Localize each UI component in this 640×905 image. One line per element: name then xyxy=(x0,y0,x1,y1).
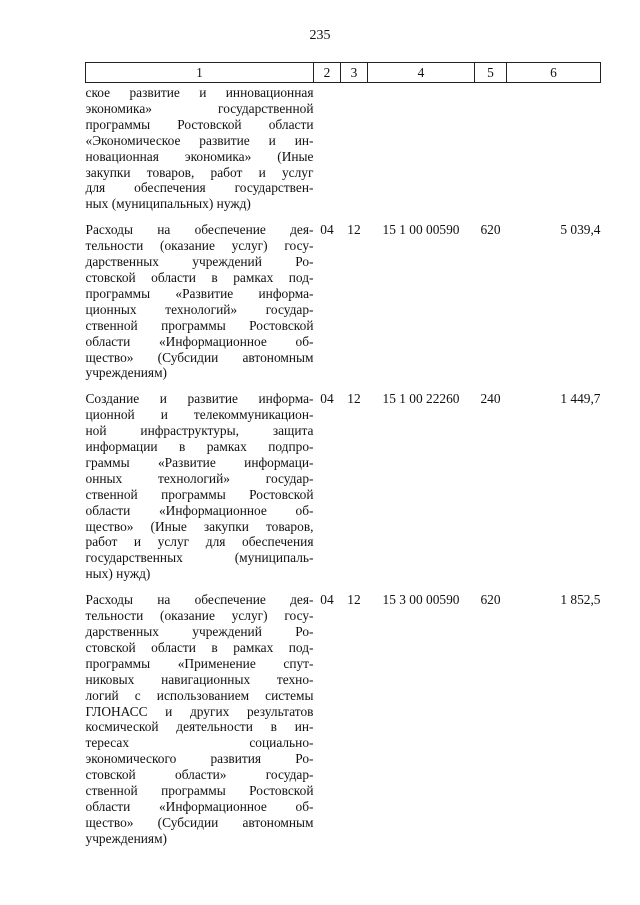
page-number: 235 xyxy=(309,28,331,43)
column-header: 5 xyxy=(475,63,507,83)
description-line: ной инфраструктуры, защита xyxy=(85,423,314,439)
target-article-code: 15 3 00 00590 xyxy=(382,592,460,608)
section-code: 04 xyxy=(320,391,334,407)
description-line: ных) нужд) xyxy=(85,566,151,582)
description-line: щество» (Субсидии автономным xyxy=(85,349,314,365)
target-article-code xyxy=(368,83,475,213)
description-line: программы «Применение спут- xyxy=(85,655,314,671)
description-line: экономического развития Ро- xyxy=(85,751,314,767)
table-row xyxy=(86,381,601,582)
section-code: 04 xyxy=(320,592,334,608)
amount-value: 1 852,5 xyxy=(560,592,601,608)
table-row xyxy=(86,212,601,381)
description-line: программы Ростовской области xyxy=(85,116,314,132)
section-code xyxy=(314,83,341,213)
row-description xyxy=(86,582,314,847)
description-line: стовской области в рамках под- xyxy=(85,269,314,285)
description-line: новационная экономика» (Иные xyxy=(85,148,314,164)
column-header: 3 xyxy=(341,63,368,83)
description-line: «Экономическое развитие и ин- xyxy=(85,132,314,148)
column-header: 2 xyxy=(314,63,341,83)
description-line: информации в рамках подпро- xyxy=(85,439,314,455)
target-article-code: 15 1 00 00590 xyxy=(382,222,460,238)
description-line: учреждениям) xyxy=(85,365,168,381)
description-line: ское развитие и инновационная xyxy=(85,85,314,100)
description-line: для обеспечения государствен- xyxy=(85,180,314,196)
description-line: Расходы на обеспечение дея- xyxy=(85,222,314,238)
description-line: дарственных учреждений Ро- xyxy=(85,254,314,270)
amount-value: 1 449,7 xyxy=(560,391,601,407)
budget-table xyxy=(85,62,601,847)
description-line: ционной и телекоммуникацион- xyxy=(85,407,314,423)
expense-type-code: 620 xyxy=(480,222,501,238)
description-line: тельности (оказание услуг) госу- xyxy=(85,608,314,624)
description-line: ционных технологий» государ- xyxy=(85,301,314,317)
description-line: дарственных учреждений Ро- xyxy=(85,624,314,639)
subsection-code xyxy=(341,83,368,213)
description-line: стовской области в рамках под- xyxy=(85,639,314,655)
description-line: программы «Развитие информа- xyxy=(85,285,314,301)
row-description xyxy=(86,381,314,582)
expense-type-code: 240 xyxy=(480,391,501,407)
description-line: тересах социально- xyxy=(85,735,314,751)
description-line: работ и услуг для обеспечения xyxy=(85,534,314,550)
description-line: Создание и развитие информа- xyxy=(85,391,314,407)
expense-type-code: 620 xyxy=(480,592,501,608)
description-line: ных (муниципальных) нужд) xyxy=(85,196,251,212)
column-header: 6 xyxy=(507,63,601,83)
subsection-code: 12 xyxy=(347,391,361,407)
amount-value xyxy=(507,83,601,213)
description-line: онных технологий» государ- xyxy=(85,470,314,486)
table-body xyxy=(86,83,601,847)
subsection-code: 12 xyxy=(347,222,361,238)
table-row xyxy=(86,83,601,213)
description-line: ственной программы Ростовской xyxy=(85,783,314,799)
description-line: граммы «Развитие информаци- xyxy=(85,454,314,470)
description-line: ственной программы Ростовской xyxy=(85,317,314,333)
description-line: области «Информационное об- xyxy=(85,502,314,518)
description-line: никовых навигационных техно- xyxy=(85,671,314,687)
description-line: ГЛОНАСС и других результатов xyxy=(85,703,314,719)
row-description xyxy=(86,212,314,381)
target-article-code: 15 1 00 22260 xyxy=(382,391,460,407)
description-line: стовской области» государ- xyxy=(85,767,314,783)
description-line: ственной программы Ростовской xyxy=(85,486,314,502)
description-line: учреждениям) xyxy=(85,830,168,846)
description-line: Расходы на обеспечение дея- xyxy=(85,592,314,608)
description-line: логий с использованием системы xyxy=(85,687,314,703)
description-line: космической деятельности в ин- xyxy=(85,719,314,735)
column-header: 1 xyxy=(86,63,314,83)
expense-type-code xyxy=(475,83,507,213)
subsection-code: 12 xyxy=(347,592,361,608)
description-line: области «Информационное об- xyxy=(85,333,314,349)
amount-value: 5 039,4 xyxy=(560,222,601,238)
description-line: области «Информационное об- xyxy=(85,798,314,814)
column-header: 4 xyxy=(368,63,475,83)
description-line: щество» (Субсидии автономным xyxy=(85,814,314,830)
description-line: закупки товаров, работ и услуг xyxy=(85,164,314,180)
description-line: щество» (Иные закупки товаров, xyxy=(85,518,314,534)
section-code: 04 xyxy=(320,222,334,238)
table-row xyxy=(86,582,601,847)
table-header-row xyxy=(86,63,601,83)
description-line: тельности (оказание услуг) госу- xyxy=(85,238,314,254)
description-line: государственных (муниципаль- xyxy=(85,550,314,566)
description-line: экономика» государственной xyxy=(85,100,314,116)
row-description xyxy=(86,83,314,213)
